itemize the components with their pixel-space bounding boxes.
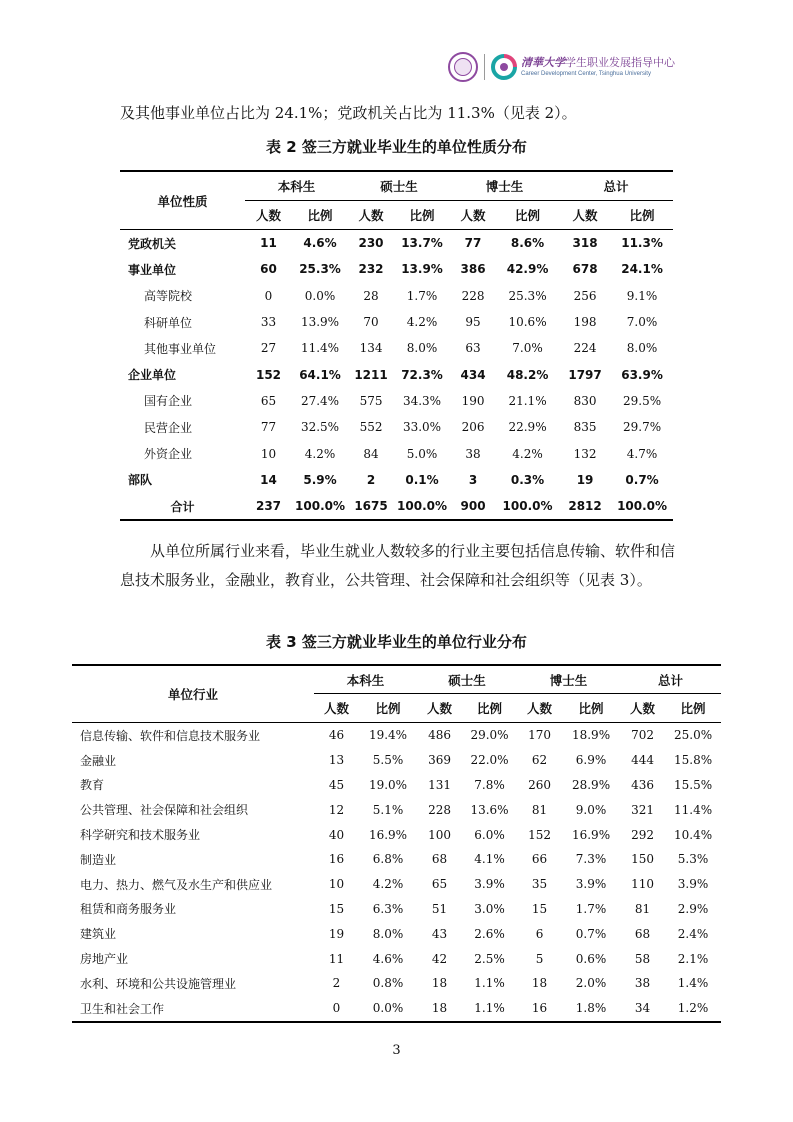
percent-cell: 4.1% bbox=[474, 852, 505, 867]
row-label: 租赁和商务服务业 bbox=[80, 902, 177, 917]
table-row bbox=[120, 335, 673, 361]
percent-cell: 6.8% bbox=[372, 852, 404, 867]
percent-cell: 11.4% bbox=[300, 341, 340, 356]
count-cell: 34 bbox=[620, 996, 665, 1022]
table-row bbox=[72, 996, 721, 1022]
percent-cell: 0.6% bbox=[575, 951, 607, 966]
percent-cell: 100.0% bbox=[496, 493, 559, 520]
table2-group-header: 本科生 bbox=[245, 171, 348, 201]
header-divider bbox=[484, 54, 485, 80]
percent-cell: 18.9% bbox=[562, 723, 620, 748]
percent-cell: 8.0% bbox=[406, 341, 438, 356]
percent-cell: 21.1% bbox=[508, 393, 547, 408]
count-cell: 190 bbox=[461, 393, 485, 408]
row-label: 企业单位 bbox=[128, 368, 177, 383]
table-row bbox=[72, 971, 721, 996]
percent-cell: 3.9% bbox=[677, 877, 709, 892]
percent-cell: 7.0% bbox=[626, 315, 658, 330]
count-cell: 198 bbox=[573, 315, 597, 330]
percent-cell: 16.9% bbox=[571, 827, 611, 842]
percent-cell: 34.3% bbox=[402, 393, 442, 408]
percent-cell: 5.3% bbox=[677, 852, 709, 867]
percent-cell: 6.3% bbox=[372, 901, 404, 916]
table2-group-header: 总计 bbox=[559, 171, 673, 201]
count-cell: 436 bbox=[631, 777, 654, 792]
count-cell: 369 bbox=[428, 753, 451, 768]
percent-cell: 25.3% bbox=[299, 262, 341, 277]
percent-cell: 2.1% bbox=[677, 951, 709, 966]
count-cell: 66 bbox=[531, 852, 548, 867]
count-cell: 3 bbox=[468, 472, 478, 487]
table2-sub-header: 人数 bbox=[460, 208, 486, 223]
table3-group-header: 总计 bbox=[620, 665, 721, 694]
row-label: 金融业 bbox=[80, 753, 117, 768]
table-row bbox=[72, 872, 721, 897]
table-row bbox=[72, 748, 721, 773]
row-label: 部队 bbox=[128, 473, 153, 488]
count-cell: 486 bbox=[417, 723, 462, 748]
count-cell: 46 bbox=[314, 723, 359, 748]
table3-row-header: 单位行业 bbox=[72, 665, 314, 723]
percent-cell: 4.2% bbox=[512, 446, 543, 461]
row-label: 科研单位 bbox=[144, 315, 193, 330]
percent-cell: 9.0% bbox=[575, 802, 607, 817]
percent-cell: 28.9% bbox=[571, 777, 611, 792]
page-number: 3 bbox=[392, 1043, 401, 1058]
percent-cell: 0.3% bbox=[510, 472, 545, 487]
percent-cell: 6.0% bbox=[474, 827, 505, 842]
percent-cell: 9.1% bbox=[626, 288, 658, 303]
header-title-en: Career Development Center, Tsinghua University bbox=[521, 71, 651, 77]
percent-cell: 48.2% bbox=[506, 367, 549, 382]
count-cell: 18 bbox=[417, 996, 462, 1022]
count-cell: 38 bbox=[465, 446, 481, 461]
count-cell: 2 bbox=[366, 472, 376, 487]
percent-cell: 19.0% bbox=[368, 777, 408, 792]
count-cell: 15 bbox=[531, 901, 548, 916]
count-cell: 292 bbox=[631, 827, 654, 842]
row-label: 卫生和社会工作 bbox=[72, 996, 314, 1022]
count-cell: 152 bbox=[255, 367, 282, 382]
count-cell: 575 bbox=[359, 393, 383, 408]
percent-cell: 13.9% bbox=[401, 262, 443, 277]
row-label: 房地产业 bbox=[80, 952, 129, 967]
percent-cell: 4.7% bbox=[626, 446, 658, 461]
table3-sub-header: 比例 bbox=[375, 701, 401, 716]
count-cell: 81 bbox=[634, 901, 651, 916]
count-cell: 152 bbox=[528, 827, 551, 842]
percent-cell: 13.6% bbox=[470, 802, 509, 817]
percent-cell: 0.0% bbox=[359, 996, 417, 1022]
percent-cell: 7.8% bbox=[474, 777, 505, 792]
row-label: 建筑业 bbox=[80, 927, 117, 942]
percent-cell: 3.9% bbox=[474, 877, 505, 892]
table-row bbox=[72, 773, 721, 798]
table3-group-header: 本科生 bbox=[314, 665, 417, 694]
percent-cell: 2.4% bbox=[677, 926, 709, 941]
table3-sub-header: 人数 bbox=[527, 701, 553, 716]
table2-sub-header: 比例 bbox=[629, 208, 655, 223]
count-cell: 51 bbox=[431, 901, 448, 916]
table-row bbox=[120, 493, 673, 520]
count-cell: 2812 bbox=[559, 493, 611, 520]
table2-sub-header: 人数 bbox=[255, 208, 281, 223]
count-cell: 12 bbox=[328, 802, 345, 817]
count-cell: 228 bbox=[428, 802, 451, 817]
count-cell: 10 bbox=[328, 877, 345, 892]
percent-cell: 22.0% bbox=[470, 753, 509, 768]
table3-unit-industry bbox=[72, 664, 721, 1023]
tsinghua-seal-logo bbox=[448, 52, 478, 82]
count-cell: 84 bbox=[363, 446, 379, 461]
count-cell: 70 bbox=[363, 315, 379, 330]
count-cell: 33 bbox=[260, 315, 277, 330]
count-cell: 14 bbox=[260, 472, 277, 487]
table3-sub-header: 比例 bbox=[578, 701, 604, 716]
percent-cell: 4.2% bbox=[372, 877, 404, 892]
percent-cell: 64.1% bbox=[299, 367, 341, 382]
percent-cell: 1.4% bbox=[677, 976, 709, 991]
count-cell: 830 bbox=[573, 393, 597, 408]
table-row bbox=[72, 723, 721, 748]
row-label: 合计 bbox=[120, 493, 245, 520]
count-cell: 260 bbox=[528, 777, 551, 792]
count-cell: 13 bbox=[328, 753, 345, 768]
percent-cell: 10.4% bbox=[673, 827, 713, 842]
table-row bbox=[120, 283, 673, 309]
count-cell: 232 bbox=[358, 262, 384, 277]
table3-group-header: 博士生 bbox=[517, 665, 620, 694]
count-cell: 38 bbox=[634, 976, 651, 991]
table-row bbox=[72, 921, 721, 946]
row-label: 科学研究和技术服务业 bbox=[80, 828, 201, 843]
count-cell: 318 bbox=[559, 230, 611, 257]
count-cell: 900 bbox=[450, 493, 496, 520]
percent-cell: 2.5% bbox=[474, 951, 505, 966]
table2-sub-header: 比例 bbox=[307, 208, 333, 223]
count-cell: 42 bbox=[431, 951, 448, 966]
count-cell: 1211 bbox=[354, 367, 388, 382]
percent-cell: 3.0% bbox=[474, 901, 505, 916]
row-label: 党政机关 bbox=[120, 230, 245, 257]
percent-cell: 2.0% bbox=[575, 976, 607, 991]
count-cell: 68 bbox=[431, 852, 448, 867]
count-cell: 5 bbox=[535, 951, 544, 966]
percent-cell: 24.1% bbox=[621, 262, 663, 277]
table2-sub-header: 比例 bbox=[409, 208, 435, 223]
percent-cell: 19.4% bbox=[359, 723, 417, 748]
table2-sub-header: 人数 bbox=[358, 208, 384, 223]
count-cell: 2 bbox=[332, 976, 341, 991]
count-cell: 170 bbox=[517, 723, 562, 748]
table-row bbox=[72, 946, 721, 971]
count-cell: 18 bbox=[431, 976, 448, 991]
percent-cell: 11.4% bbox=[673, 802, 713, 817]
count-cell: 68 bbox=[634, 926, 651, 941]
percent-cell: 4.2% bbox=[304, 446, 336, 461]
percent-cell: 1.7% bbox=[406, 288, 438, 303]
percent-cell: 15.5% bbox=[673, 777, 713, 792]
table-row bbox=[72, 847, 721, 872]
percent-cell: 16.9% bbox=[368, 827, 408, 842]
row-label: 公共管理、社会保障和社会组织 bbox=[80, 803, 249, 818]
percent-cell: 0.1% bbox=[405, 472, 439, 487]
table-row bbox=[120, 388, 673, 414]
count-cell: 65 bbox=[260, 393, 277, 408]
table-row bbox=[120, 414, 673, 440]
percent-cell: 5.5% bbox=[372, 753, 404, 768]
count-cell: 256 bbox=[573, 288, 597, 303]
percent-cell: 0.0% bbox=[304, 288, 336, 303]
count-cell: 43 bbox=[431, 926, 448, 941]
count-cell: 77 bbox=[260, 420, 277, 435]
count-cell: 6 bbox=[535, 926, 544, 941]
count-cell: 65 bbox=[431, 877, 448, 892]
count-cell: 27 bbox=[260, 341, 277, 356]
percent-cell: 10.6% bbox=[508, 315, 547, 330]
percent-cell: 29.0% bbox=[462, 723, 517, 748]
row-label: 制造业 bbox=[80, 852, 117, 867]
percent-cell: 29.7% bbox=[622, 420, 662, 435]
count-cell: 0 bbox=[314, 996, 359, 1022]
percent-cell: 100.0% bbox=[394, 493, 450, 520]
percent-cell: 4.6% bbox=[372, 951, 404, 966]
percent-cell: 100.0% bbox=[292, 493, 348, 520]
table3-sub-header: 人数 bbox=[427, 701, 453, 716]
percent-cell: 1.2% bbox=[665, 996, 721, 1022]
count-cell: 28 bbox=[363, 288, 379, 303]
table2-sub-header: 比例 bbox=[515, 208, 541, 223]
percent-cell: 0.7% bbox=[575, 926, 607, 941]
table2-group-header: 硕士生 bbox=[348, 171, 450, 201]
row-label: 信息传输、软件和信息技术服务业 bbox=[72, 723, 314, 748]
count-cell: 321 bbox=[631, 802, 654, 817]
count-cell: 11 bbox=[245, 230, 292, 257]
count-cell: 11 bbox=[328, 951, 345, 966]
header-title-cn bbox=[521, 57, 675, 68]
center-name-cn: 学生职业发展指导中心 bbox=[565, 56, 675, 69]
table-row bbox=[120, 230, 673, 257]
row-label: 外资企业 bbox=[144, 447, 193, 462]
count-cell: 1675 bbox=[348, 493, 394, 520]
count-cell: 386 bbox=[460, 262, 486, 277]
count-cell: 16 bbox=[328, 852, 345, 867]
percent-cell: 33.0% bbox=[402, 420, 442, 435]
count-cell: 18 bbox=[531, 976, 548, 991]
count-cell: 95 bbox=[465, 315, 481, 330]
percent-cell: 1.7% bbox=[575, 901, 607, 916]
table3-caption: 表 3 签三方就业毕业生的单位行业分布 bbox=[266, 633, 527, 651]
brand-wordmark: 清華大学 bbox=[521, 56, 565, 69]
percent-cell: 5.0% bbox=[406, 446, 438, 461]
percent-cell: 25.0% bbox=[665, 723, 721, 748]
percent-cell: 7.0% bbox=[512, 341, 543, 356]
percent-cell: 4.2% bbox=[406, 315, 438, 330]
page-header bbox=[448, 52, 675, 82]
percent-cell: 5.9% bbox=[303, 472, 337, 487]
count-cell: 552 bbox=[359, 420, 383, 435]
percent-cell: 15.8% bbox=[673, 753, 713, 768]
row-label: 教育 bbox=[80, 778, 105, 793]
count-cell: 678 bbox=[572, 262, 598, 277]
percent-cell: 22.9% bbox=[508, 420, 547, 435]
paragraph-intro: 及其他事业单位占比为 24.1%；党政机关占比为 11.3%（见表 2）。 bbox=[120, 104, 577, 122]
count-cell: 60 bbox=[260, 262, 277, 277]
count-cell: 19 bbox=[328, 926, 345, 941]
percent-cell: 8.6% bbox=[496, 230, 559, 257]
percent-cell: 27.4% bbox=[300, 393, 340, 408]
count-cell: 230 bbox=[348, 230, 394, 257]
table2-row-header: 单位性质 bbox=[120, 171, 245, 230]
count-cell: 63 bbox=[465, 341, 481, 356]
percent-cell: 7.3% bbox=[575, 852, 607, 867]
count-cell: 100 bbox=[428, 827, 451, 842]
count-cell: 58 bbox=[634, 951, 651, 966]
count-cell: 444 bbox=[631, 753, 654, 768]
count-cell: 62 bbox=[531, 753, 548, 768]
percent-cell: 63.9% bbox=[621, 367, 663, 382]
row-label: 国有企业 bbox=[144, 394, 193, 409]
percent-cell: 1.1% bbox=[462, 996, 517, 1022]
table-row bbox=[72, 897, 721, 922]
row-label: 民营企业 bbox=[144, 420, 193, 435]
percent-cell: 5.1% bbox=[372, 802, 404, 817]
table2-group-header: 博士生 bbox=[450, 171, 559, 201]
percent-cell: 13.9% bbox=[300, 315, 340, 330]
count-cell: 35 bbox=[531, 877, 548, 892]
table-row bbox=[120, 467, 673, 493]
percent-cell: 1.1% bbox=[474, 976, 505, 991]
table-row bbox=[72, 797, 721, 822]
count-cell: 237 bbox=[245, 493, 292, 520]
row-label: 事业单位 bbox=[128, 262, 177, 277]
row-label: 水利、环境和公共设施管理业 bbox=[80, 976, 237, 991]
table-row bbox=[120, 440, 673, 466]
table2-caption: 表 2 签三方就业毕业生的单位性质分布 bbox=[266, 138, 527, 156]
count-cell: 206 bbox=[461, 420, 485, 435]
count-cell: 10 bbox=[260, 446, 277, 461]
table2-sub-header: 人数 bbox=[572, 208, 598, 223]
table3-sub-header: 比例 bbox=[477, 701, 503, 716]
count-cell: 702 bbox=[620, 723, 665, 748]
table-row bbox=[120, 256, 673, 282]
count-cell: 45 bbox=[328, 777, 345, 792]
percent-cell: 13.7% bbox=[394, 230, 450, 257]
count-cell: 0 bbox=[264, 288, 273, 303]
row-label: 高等院校 bbox=[144, 289, 193, 304]
count-cell: 19 bbox=[576, 472, 594, 487]
table3-sub-header: 人数 bbox=[323, 701, 349, 716]
percent-cell: 25.3% bbox=[508, 288, 547, 303]
count-cell: 228 bbox=[461, 288, 485, 303]
percent-cell: 11.3% bbox=[611, 230, 673, 257]
percent-cell: 4.6% bbox=[292, 230, 348, 257]
table3-sub-header: 人数 bbox=[630, 701, 656, 716]
percent-cell: 1.8% bbox=[562, 996, 620, 1022]
count-cell: 150 bbox=[631, 852, 654, 867]
percent-cell: 8.0% bbox=[372, 926, 404, 941]
count-cell: 134 bbox=[359, 341, 383, 356]
percent-cell: 100.0% bbox=[611, 493, 673, 520]
percent-cell: 0.8% bbox=[372, 976, 404, 991]
count-cell: 131 bbox=[428, 777, 451, 792]
count-cell: 16 bbox=[517, 996, 562, 1022]
career-center-logo-icon bbox=[491, 54, 517, 80]
percent-cell: 2.9% bbox=[677, 901, 709, 916]
percent-cell: 72.3% bbox=[401, 367, 443, 382]
percent-cell: 29.5% bbox=[622, 393, 662, 408]
count-cell: 81 bbox=[531, 802, 548, 817]
table-row bbox=[120, 361, 673, 387]
table3-group-header: 硕士生 bbox=[417, 665, 517, 694]
percent-cell: 0.7% bbox=[625, 472, 659, 487]
count-cell: 434 bbox=[460, 367, 486, 382]
count-cell: 110 bbox=[631, 877, 654, 892]
row-label: 电力、热力、燃气及水生产和供应业 bbox=[80, 877, 273, 892]
percent-cell: 6.9% bbox=[575, 753, 607, 768]
table3-sub-header: 比例 bbox=[680, 701, 706, 716]
paragraph-industry: 从单位所属行业来看，毕业生就业人数较多的行业主要包括信息传输、软件和信息技术服务业，金融业，教育业，公共管理、社会保障和社会组织等（见表 3）。 bbox=[120, 542, 676, 589]
count-cell: 132 bbox=[573, 446, 597, 461]
percent-cell: 8.0% bbox=[626, 341, 658, 356]
count-cell: 1797 bbox=[568, 367, 602, 382]
table-row bbox=[72, 822, 721, 847]
table2-unit-nature bbox=[120, 170, 673, 521]
percent-cell: 3.9% bbox=[575, 877, 607, 892]
percent-cell: 42.9% bbox=[506, 262, 549, 277]
table-row bbox=[120, 309, 673, 335]
count-cell: 40 bbox=[328, 827, 345, 842]
row-label: 其他事业单位 bbox=[144, 341, 217, 356]
percent-cell: 32.5% bbox=[300, 420, 340, 435]
count-cell: 15 bbox=[328, 901, 345, 916]
count-cell: 224 bbox=[573, 341, 597, 356]
count-cell: 77 bbox=[450, 230, 496, 257]
count-cell: 835 bbox=[573, 420, 597, 435]
percent-cell: 2.6% bbox=[474, 926, 505, 941]
